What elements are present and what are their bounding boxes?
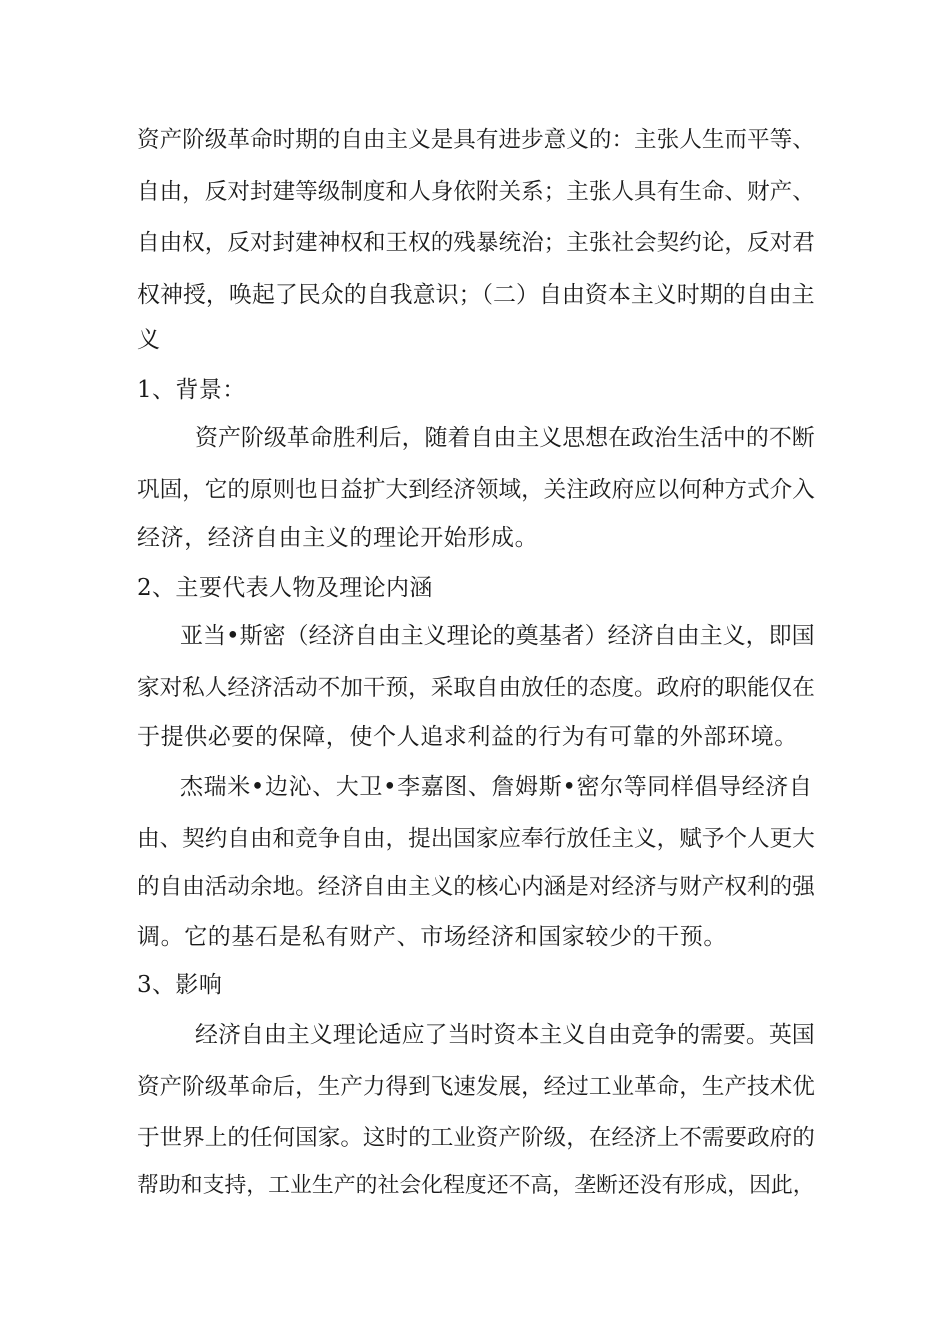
text-line: 亚当•斯密（经济自由主义理论的奠基者）经济自由主义，即国 (180, 623, 815, 649)
text-line: 杰瑞米•边沁、大卫•李嘉图、詹姆斯•密尔等同样倡导经济自 (180, 774, 813, 800)
text-line: 资产阶级革命胜利后，随着自由主义思想在政治生活中的不断 (195, 425, 815, 451)
text-line: 义 (137, 327, 161, 353)
text-line: 自由权，反对封建神权和王权的残暴统治；主张社会契约论，反对君 (137, 230, 815, 256)
section-heading-representatives: 2、主要代表人物及理论内涵 (137, 575, 433, 601)
text-line: 权神授，唤起了民众的自我意识；（二）自由资本主义时期的自由主 (137, 282, 815, 308)
text-line: 调。它的基石是私有财产、市场经济和国家较少的干预。 (137, 924, 727, 950)
text-line: 巩固，它的原则也日益扩大到经济领域，关注政府应以何种方式介入 (137, 477, 815, 503)
text-line: 帮助和支持，工业生产的社会化程度还不高，垄断还没有形成，因此， (137, 1173, 815, 1198)
text-line: 经济自由主义理论适应了当时资本主义自由竞争的需要。英国 (195, 1022, 815, 1048)
section-heading-background: 1、背景： (137, 377, 246, 403)
text-line: 由、契约自由和竞争自由，提出国家应奉行放任主义，赋予个人更大 (137, 826, 815, 852)
text-line: 于提供必要的保障，使个人追求利益的行为有可靠的外部环境。 (137, 724, 798, 750)
text-line: 资产阶级革命后，生产力得到飞速发展，经过工业革命，生产技术优 (137, 1074, 815, 1100)
text-line: 自由，反对封建等级制度和人身依附关系；主张人具有生命、财产、 (137, 179, 815, 205)
text-line: 家对私人经济活动不加干预，采取自由放任的态度。政府的职能仅在 (137, 675, 815, 701)
section-heading-influence: 3、影响 (137, 972, 223, 998)
text-line: 经济，经济自由主义的理论开始形成。 (137, 525, 539, 551)
text-line: 于世界上的任何国家。这时的工业资产阶级，在经济上不需要政府的 (137, 1125, 815, 1151)
text-line: 资产阶级革命时期的自由主义是具有进步意义的：主张人生而平等、 (137, 127, 815, 153)
text-line: 的自由活动余地。经济自由主义的核心内涵是对经济与财产权利的强 (137, 874, 815, 900)
